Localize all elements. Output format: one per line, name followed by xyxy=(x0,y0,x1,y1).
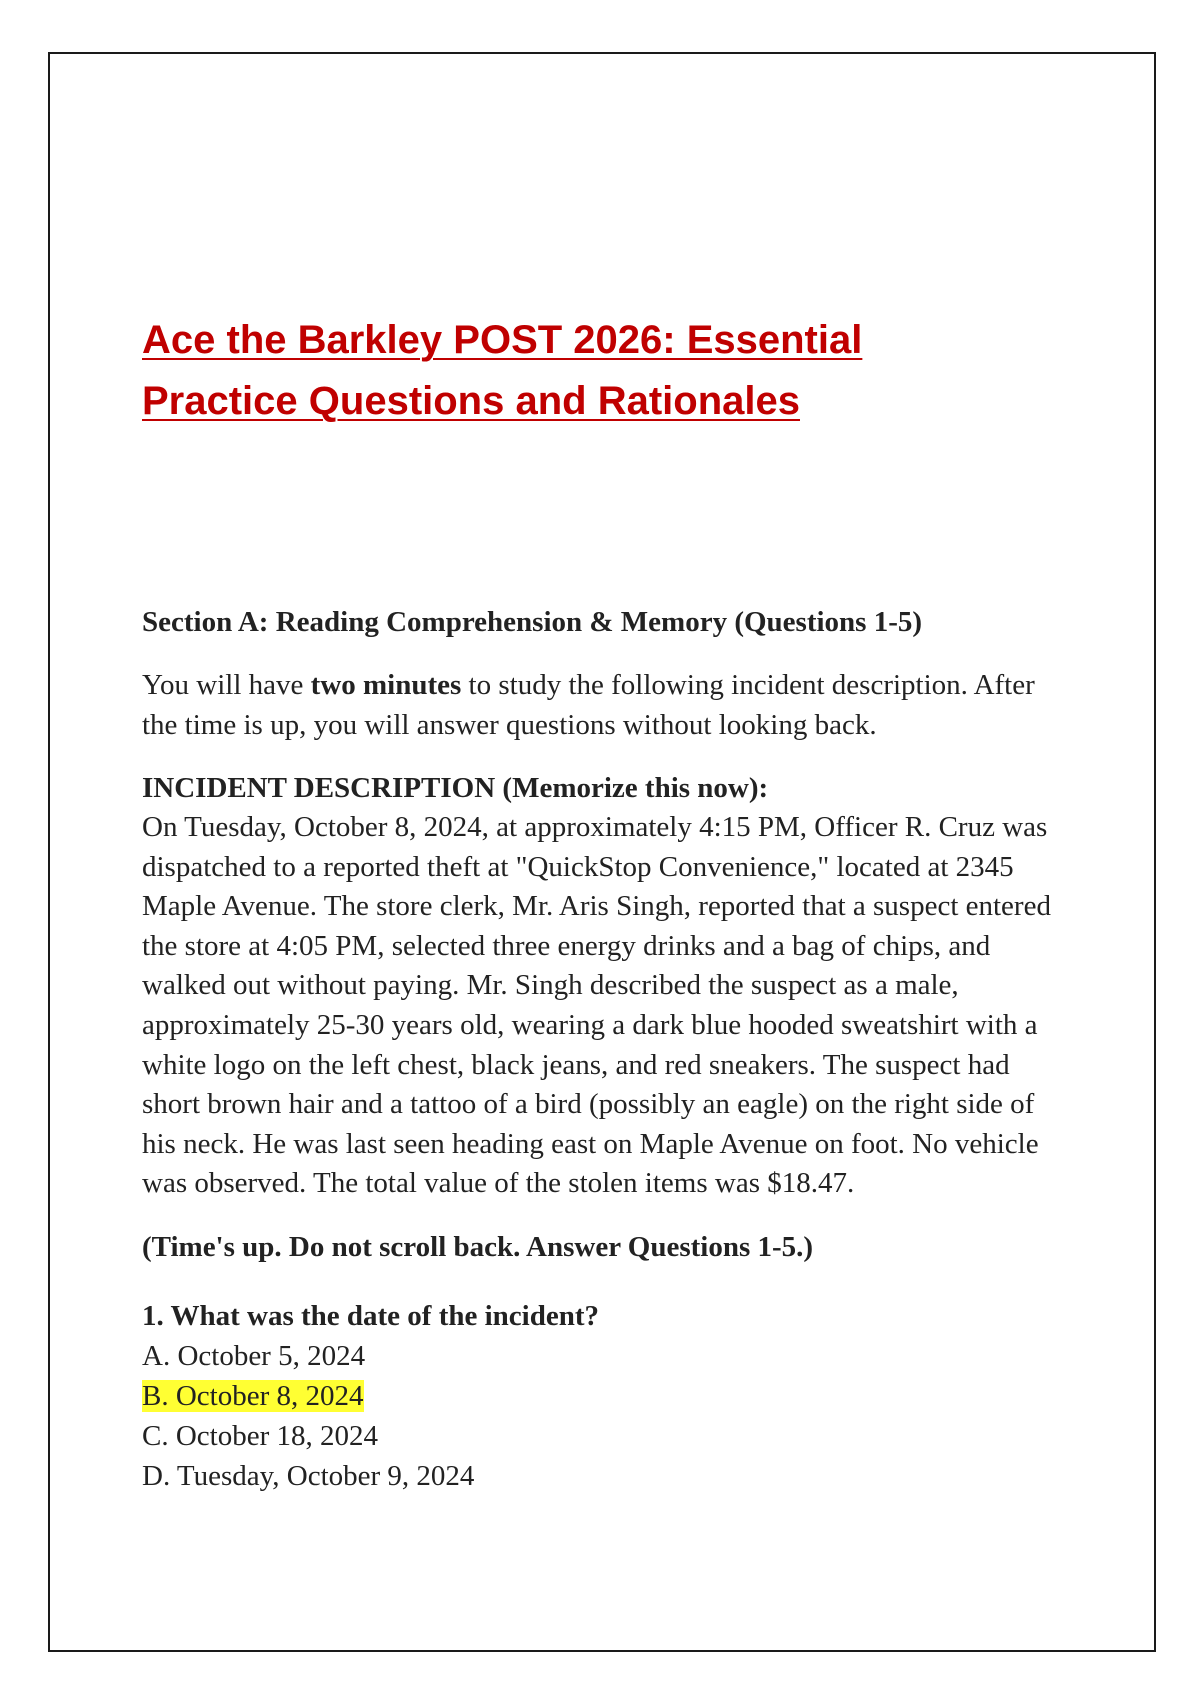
question-1 xyxy=(142,1296,1072,1496)
title-line-1: Ace the Barkley POST 2026: Essential xyxy=(142,318,863,362)
option-label: C. October 18, 2024 xyxy=(142,1419,378,1452)
incident-heading: INCIDENT DESCRIPTION (Memorize this now): xyxy=(142,772,769,804)
option-label: D. Tuesday, October 9, 2024 xyxy=(142,1459,475,1492)
title-line-2: Practice Questions and Rationales xyxy=(142,379,800,423)
highlighted-answer: B. October 8, 2024 xyxy=(142,1379,364,1412)
incident-text: On Tuesday, October 8, 2024, at approximately 4:15 PM, Officer R. Cruz was dispatched to a reported theft at "QuickStop Convenience," located at 2345 Maple Avenue. The store clerk, Mr. Aris Singh, reported that a suspect entered the store at 4:05 PM, selected three energy drinks and a bag of chips, and walked out without paying. Mr. Singh described the suspect as a male, approximately 25-30 years old, wearing a dark blue hooded sweatshirt with a white logo on the left chest, black jeans, and red sneakers. The suspect had short brown hair and a tattoo of a bird (possibly an eagle) on the right side of his neck. He was last seen heading east on Maple Avenue on foot. No vehicle was observed. The total value of the stolen items was $18.47. xyxy=(142,811,1051,1200)
incident-description-block xyxy=(142,768,1072,1204)
times-up-notice: (Time's up. Do not scroll back. Answer Questions 1-5.) xyxy=(142,1230,814,1263)
question-1-option-b[interactable] xyxy=(142,1376,1072,1416)
option-label: A. October 5, 2024 xyxy=(142,1339,366,1372)
question-1-text: 1. What was the date of the incident? xyxy=(142,1299,600,1332)
question-1-option-a[interactable] xyxy=(142,1336,1072,1376)
document-title xyxy=(142,310,1072,432)
question-1-option-d[interactable] xyxy=(142,1456,1072,1496)
intro-text-before: You will have xyxy=(142,669,311,701)
intro-paragraph xyxy=(142,665,1072,745)
intro-bold-duration: two minutes xyxy=(310,669,462,701)
intro-text-after: to study the following incident description. After the time is up, you will answer questions without looking back. xyxy=(142,669,1035,741)
document-content xyxy=(142,310,1072,1496)
question-1-option-c[interactable] xyxy=(142,1416,1072,1456)
section-heading: Section A: Reading Comprehension & Memory (Questions 1-5) xyxy=(142,606,923,638)
